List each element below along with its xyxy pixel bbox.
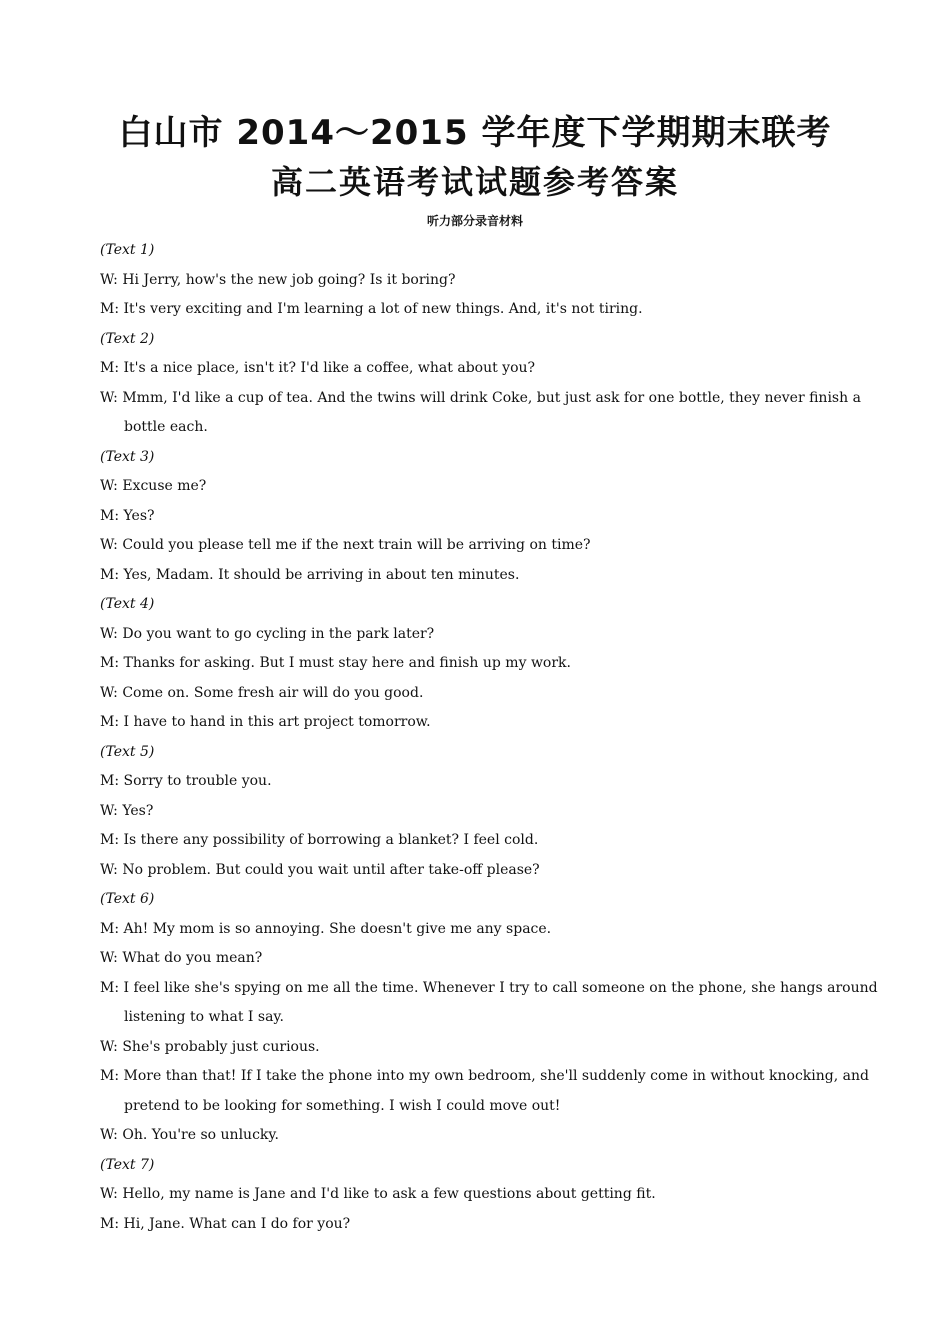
dialogue-line: M: Sorry to trouble you. [100,773,272,789]
dialogue-line: W: Mmm, I'd like a cup of tea. And the twins will drink Coke, but just ask for one bottle, they never finish a [100,389,861,406]
dialogue-line: W: What do you mean? [100,950,263,966]
dialogue-line: W: No problem. But could you wait until after take-off please? [100,861,540,878]
dialogue-line: M: I feel like she's spying on me all the time. Whenever I try to call someone on the phone, she hangs around [100,979,878,996]
text-label: (Text 2) [100,330,155,347]
dialogue-line: W: Oh. You're so unlucky. [100,1127,279,1143]
dialogue-line: M: Hi, Jane. What can I do for you? [100,1215,351,1232]
page-subtitle: 高二英语考试试题参考答案 [270,163,679,201]
page-title: 白山市 2014～2015 学年度下学期期末联考 [118,113,832,153]
dialogue-line: W: Do you want to go cycling in the park later? [100,625,435,642]
dialogue-line: W: Excuse me? [100,478,207,494]
dialogue-line: M: I have to hand in this art project tomorrow. [100,714,431,730]
dialogue-line: W: Yes? [100,802,154,819]
dialogue-line: M: It's very exciting and I'm learning a lot of new things. And, it's not tiring. [100,301,643,317]
dialogue-line: W: She's probably just curious. [100,1038,320,1055]
dialogue-line: M: Yes? [100,507,155,524]
listening-transcript [100,236,880,1239]
dialogue-line: M: More than that! If I take the phone into my own bedroom, she'll suddenly come in without knocking, and [100,1068,869,1084]
dialogue-line: W: Hi Jerry, how's the new job going? Is it boring? [100,271,456,288]
dialogue-line: W: Hello, my name is Jane and I'd like to ask a few questions about getting fit. [100,1186,656,1202]
dialogue-line-continuation: listening to what I say. [124,1009,284,1025]
text-label: (Text 5) [100,743,155,760]
dialogue-line: M: Yes, Madam. It should be arriving in about ten minutes. [100,566,520,583]
dialogue-line: W: Come on. Some fresh air will do you good. [100,684,424,701]
text-label: (Text 4) [100,596,155,612]
dialogue-line: W: Could you please tell me if the next train will be arriving on time? [100,537,591,553]
dialogue-line-continuation: pretend to be looking for something. I wish I could move out! [124,1097,561,1114]
text-label: (Text 6) [100,891,155,907]
section-heading: 听力部分录音材料 [426,214,523,228]
dialogue-line-continuation: bottle each. [124,419,208,435]
text-label: (Text 3) [100,448,155,465]
dialogue-line: M: Is there any possibility of borrowing a blanket? I feel cold. [100,832,539,848]
dialogue-line: M: It's a nice place, isn't it? I'd like a coffee, what about you? [100,360,536,376]
text-label: (Text 1) [100,242,155,258]
dialogue-line: M: Thanks for asking. But I must stay here and finish up my work. [100,655,571,671]
text-label: (Text 7) [100,1156,155,1173]
dialogue-line: M: Ah! My mom is so annoying. She doesn't give me any space. [100,920,552,937]
